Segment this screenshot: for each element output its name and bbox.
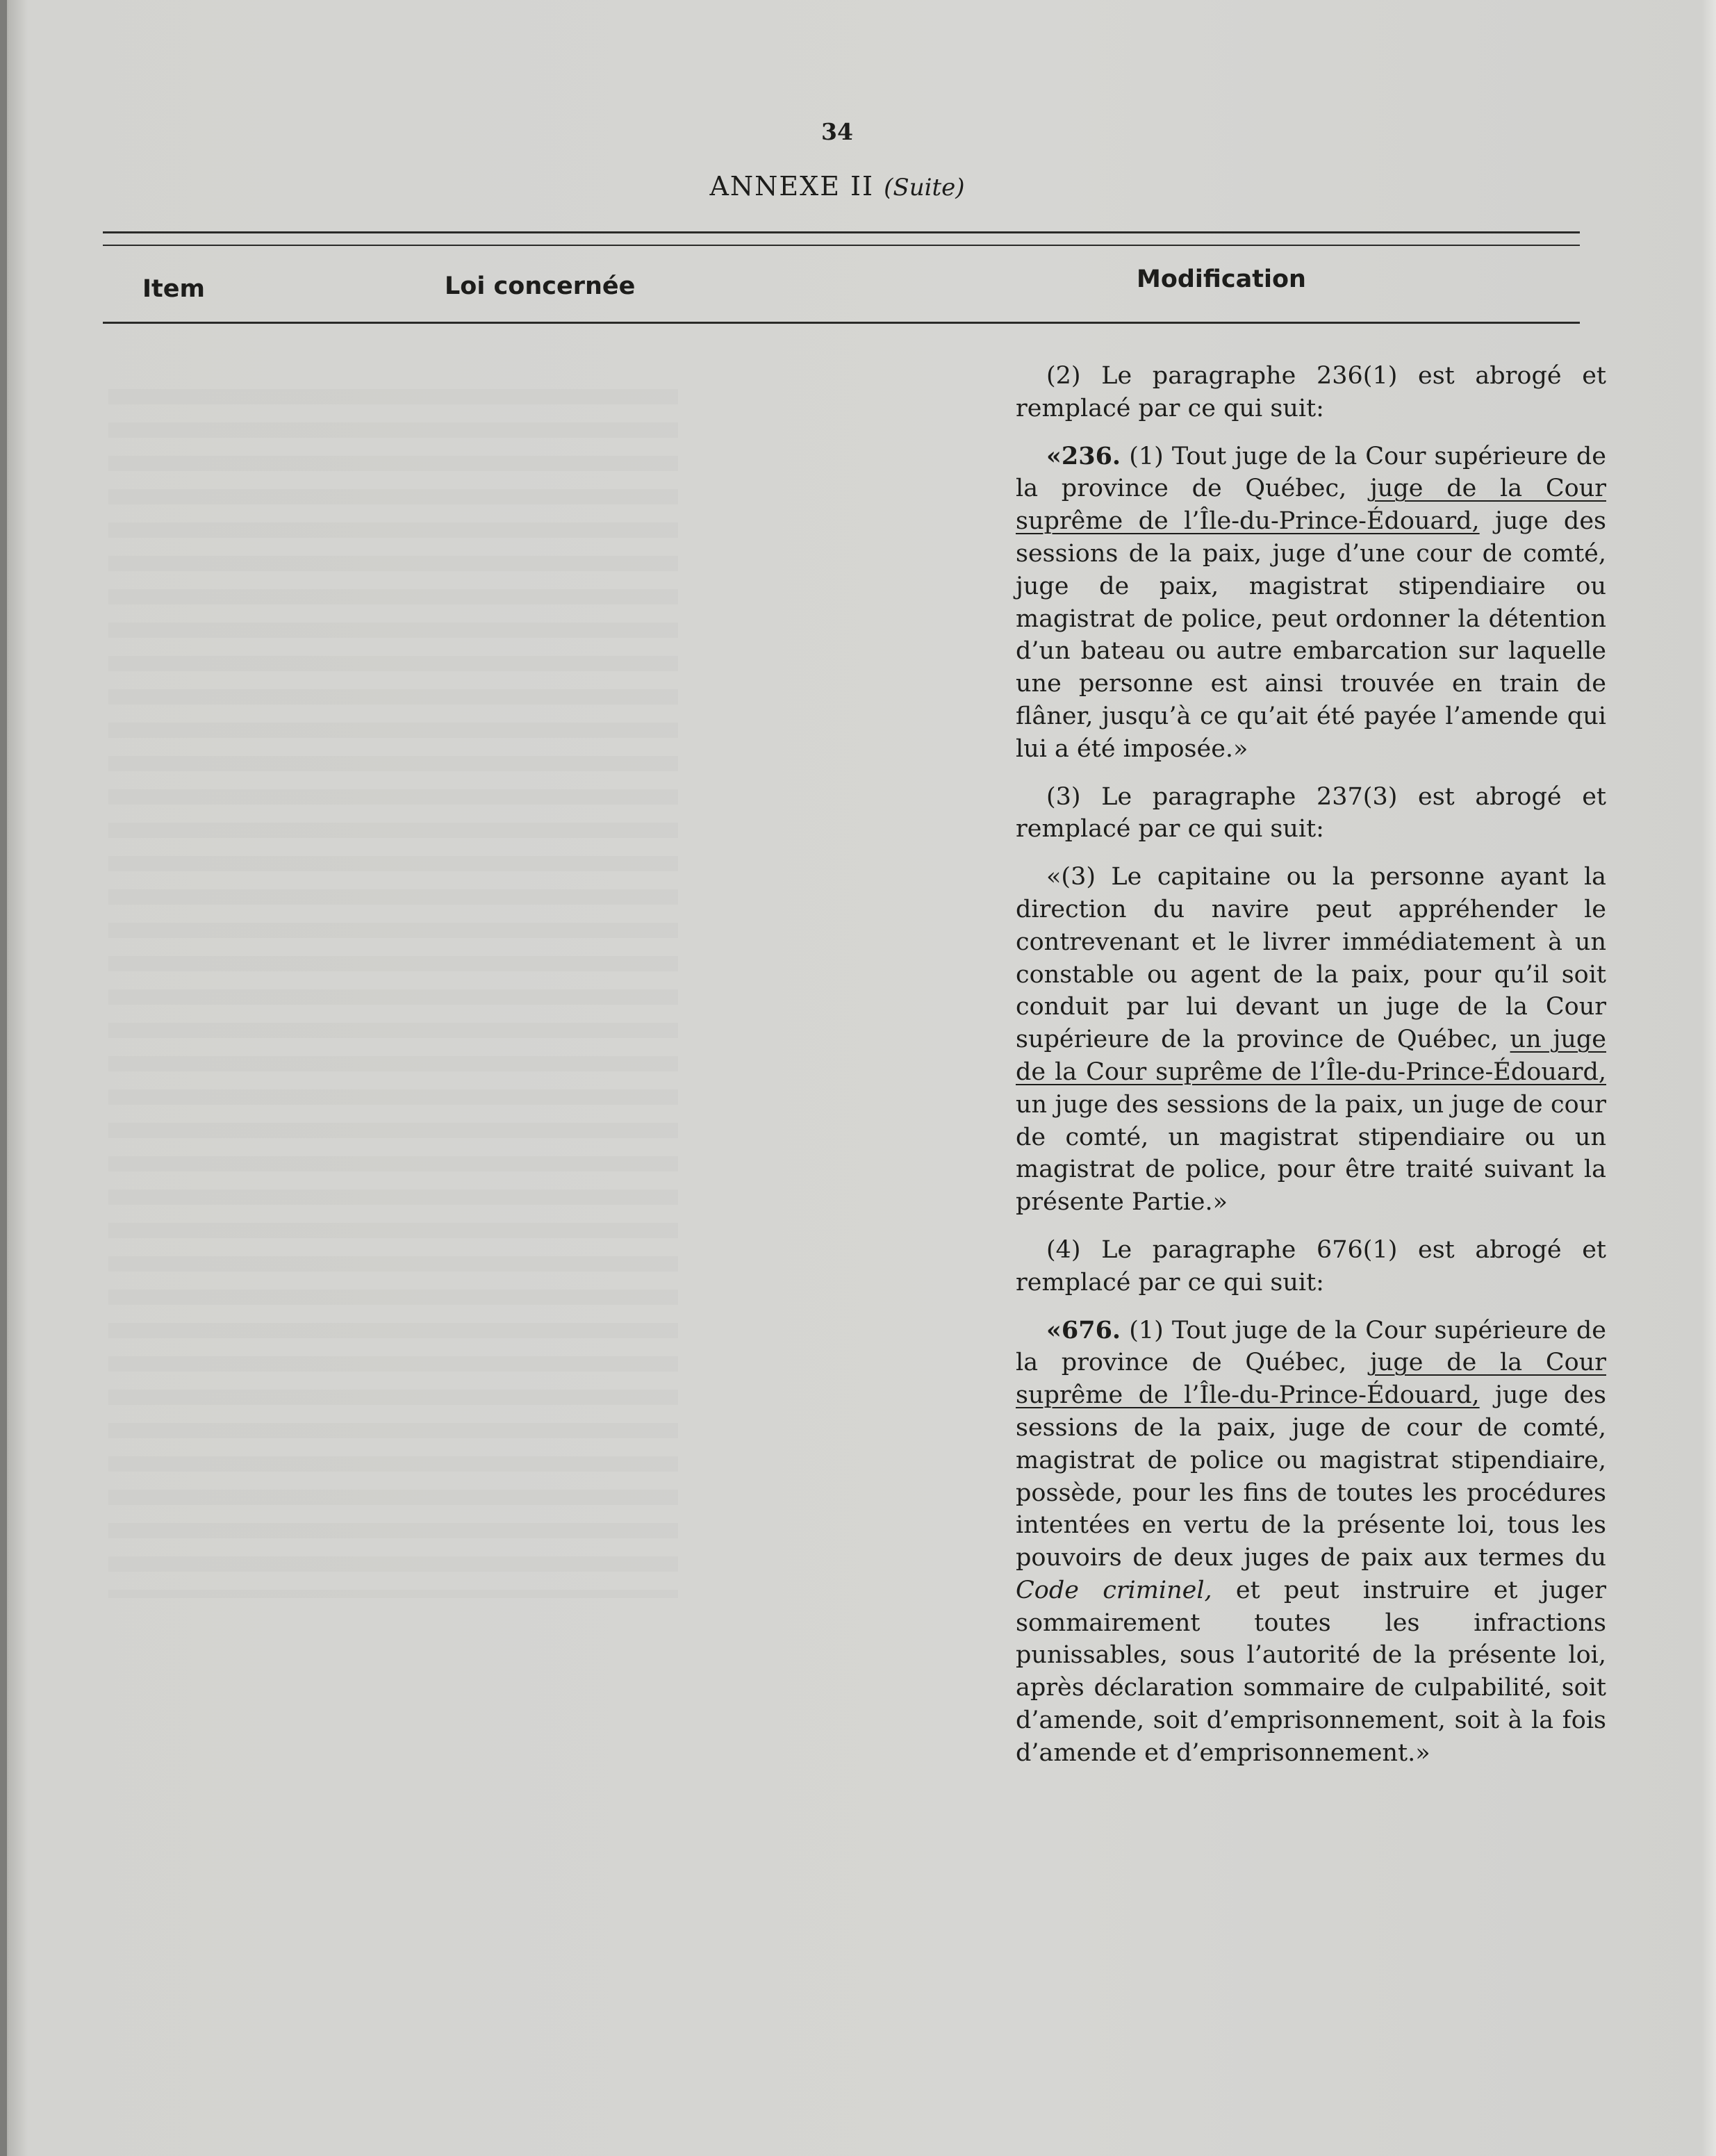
page-edge — [1701, 0, 1716, 2156]
paragraph-2-intro: (2) Le paragraphe 236(1) est abrogé et remplacé par ce qui suit: — [1016, 362, 1606, 422]
section-number-236: «236. — [1046, 441, 1121, 470]
annex-title-main: ANNEXE II — [709, 171, 875, 201]
section-676-part-c: et peut instruire et juger sommairement toutes les infractions punissables, sous l’autorité de la présente loi, après déclaration sommaire de culpabilité, soit d’amende, soit d’emprisonnement, soit à la fois d’amende et d’emprisonnement.» — [1016, 1576, 1607, 1767]
column-header-modification: Modification — [1137, 265, 1306, 293]
section-236-text — [1016, 441, 1606, 766]
section-236-part-a: (1) Tout juge de la Cour supérieure de la province de Québec, — [1016, 442, 1606, 503]
section-676-text — [1016, 1315, 1606, 1770]
section-237-text — [1016, 861, 1606, 1219]
section-676-code-criminel: Code criminel, — [1016, 1576, 1212, 1604]
modification-column — [1016, 360, 1606, 1770]
annex-title-suite: (Suite) — [884, 174, 965, 201]
book-spine-shadow — [0, 0, 7, 2156]
page-number: 34 — [821, 118, 853, 145]
table-top-rule-thin — [103, 245, 1580, 246]
section-236-underlined: juge de la Cour suprême de l’Île-du-Prince-Édouard, — [1016, 475, 1606, 536]
table-top-rule — [103, 231, 1580, 233]
section-676-part-a: (1) Tout juge de la Cour supérieure de la province de Québec, — [1016, 1316, 1606, 1377]
annex-title — [625, 171, 1049, 201]
section-676-part-b: juge des sessions de la paix, juge de cour de comté, magistrat de police ou magistrat stipendiaire, possède, pour les fins de toutes les procédures intentées en vertu de la présente loi, tous les pouvoirs de deux juges de paix aux termes du — [1016, 1381, 1606, 1572]
column-header-item: Item — [142, 275, 205, 303]
table-header-rule — [103, 322, 1580, 324]
section-237-part-a: «(3) Le capitaine ou la personne ayant la direction du navire peut appréhender le contrevenant et le livrer immédiatement à un constable ou agent de la paix, pour qu’il soit conduit par lui devant un juge de la Cour supérieure de la province de Québec, — [1016, 863, 1606, 1054]
section-236-part-b: juge des sessions de la paix, juge d’une cour de comté, juge de paix, magistrat stipendiaire ou magistrat de police, peut ordonner la détention d’un bateau ou autre embarcation sur laquelle une personne est ainsi trouvée en train de flâner, jusqu’à ce qu’ait été payée l’amende qui lui a été imposée.» — [1016, 507, 1606, 763]
section-237-underlined: un juge de la Cour suprême de l’Île-du-Prince-Édouard, — [1016, 1026, 1606, 1086]
section-237-part-b: un juge des sessions de la paix, un juge de cour de comté, un magistrat stipendiaire ou un magistrat de police, pour être traité suivant la présente Partie.» — [1016, 1090, 1606, 1217]
column-header-loi: Loi concernée — [445, 272, 636, 300]
section-676-underlined: juge de la Cour suprême de l’Île-du-Prince-Édouard, — [1016, 1349, 1606, 1410]
paragraph-4-intro: (4) Le paragraphe 676(1) est abrogé et remplacé par ce qui suit: — [1016, 1235, 1606, 1297]
show-through-text — [108, 389, 678, 1598]
paragraph-3-intro: (3) Le paragraphe 237(3) est abrogé et remplacé par ce qui suit: — [1016, 782, 1606, 844]
section-number-676: «676. — [1046, 1315, 1121, 1344]
